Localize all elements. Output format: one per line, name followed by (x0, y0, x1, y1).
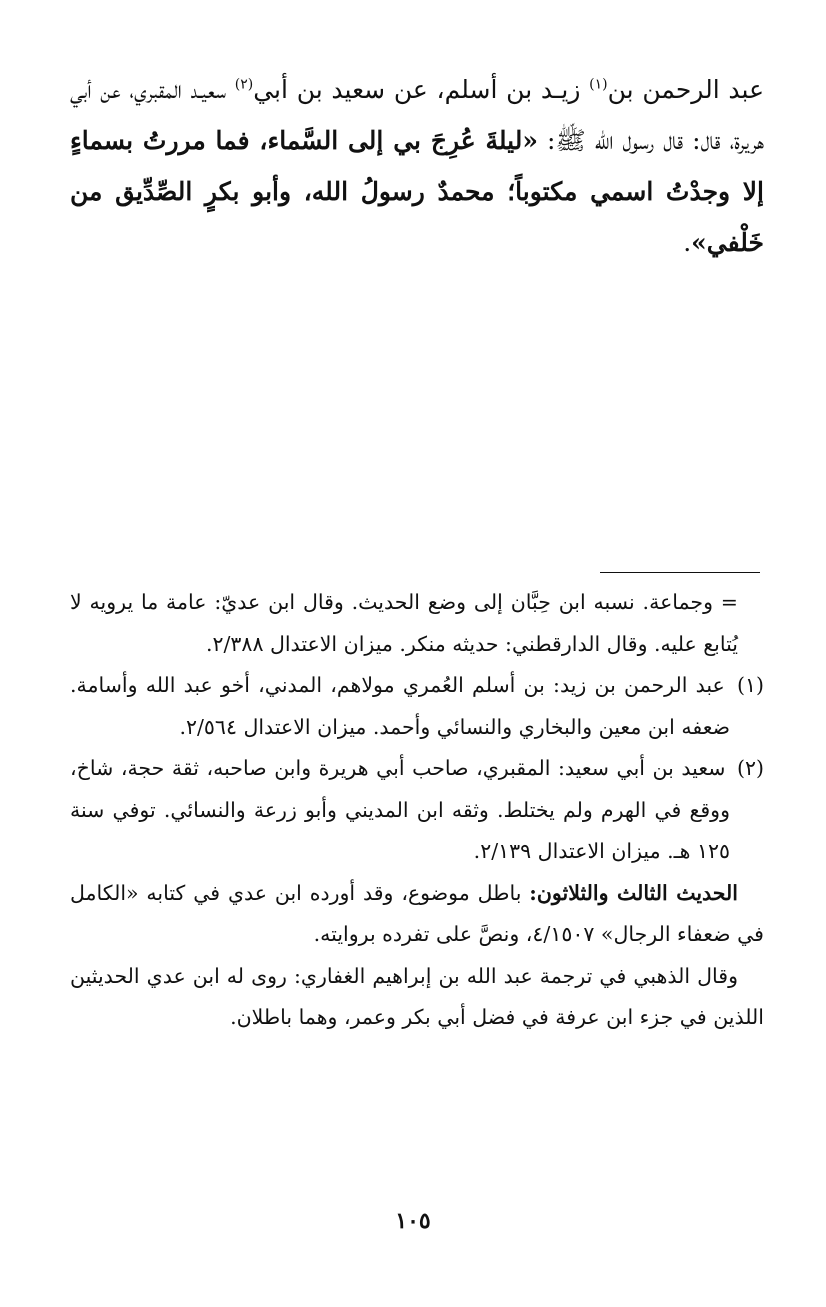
main-text (70, 64, 764, 268)
page-number: ١٠٥ (395, 1208, 431, 1234)
hadith-33-text: باطل موضوع، وقد أورده ابن عدي في كتابه «الكامل في ضعفاء الرجال» ٤/١٥٠٧، ونصَّ على تفرده بروايته. (70, 880, 764, 946)
narrator-chain-start: عبد الرحمن بن (607, 75, 764, 104)
footnote-2-number: (٢) (736, 756, 764, 780)
hadith-33-heading: الحديث الثالث والثلاثون: (529, 880, 738, 905)
dhahabi-note: وقال الذهبي في ترجمة عبد الله بن إبراهيم الغفاري: روى له ابن عدي الحديثين اللذين في جزء ابن عرفة في فضل أبي بكر وعمر، وهما باطلان. (70, 963, 764, 1029)
footnote-1-text: عبد الرحمن بن زيد: بن أسلم العُمري مولاهم، المدني، أخو عبد الله وأسامة. ضعفه ابن معين والبخاري والنسائي وأحمد. ميزان الاعتدال ٢/٥٦٤. (70, 673, 730, 739)
footnote-1 (70, 665, 764, 748)
footnote-ref-1[interactable]: (١) (589, 76, 608, 93)
footnote-continuation: = وجماعة. نسبه ابن حِبَّان إلى وضع الحديث. وقال ابن عديّ: عامة ما يرويه لا يُتابع عليه. وقال الدارقطني: حديثه منكر. ميزان الاعتدال ٢/٣٨٨. (70, 590, 738, 656)
footnote-1-number: (١) (736, 673, 764, 697)
hadith-quote: «ليلةَ عُرِجَ بي إلى السَّماء، فما مررتُ بسماءٍ إلا وجدْتُ اسمي مكتوباً؛ محمدٌ رسولُ الله، وأبو بكرٍ الصِّدِّيق من خَلْفي» (70, 126, 764, 257)
hadith-33-note (70, 873, 764, 956)
footnotes-section (70, 582, 764, 1039)
narrator-chain-middle: زيـد بن أسلم، عن سعيد بن أبي (253, 75, 590, 104)
footnote-2 (70, 748, 764, 873)
narrator-chain-end: سعيـد المقبري، عن أبي هريرة، قال: قال رسول الله ﷺ: (70, 75, 764, 155)
paragraph-end: . (683, 228, 692, 257)
hadith-paragraph (70, 64, 764, 268)
footnote-2-text: سعيد بن أبي سعيد: المقبري، صاحب أبي هريرة وابن صاحبه، ثقة حجة، شاخ، ووقع في الهرم ولم يختلط. وثقه ابن المديني وأبو زرعة والنسائي. توفي سنة ١٢٥ هـ. ميزان الاعتدال ٢/١٣٩. (70, 756, 730, 863)
footnote-separator (600, 572, 760, 573)
footnote-ref-2[interactable]: (٢) (234, 76, 254, 93)
